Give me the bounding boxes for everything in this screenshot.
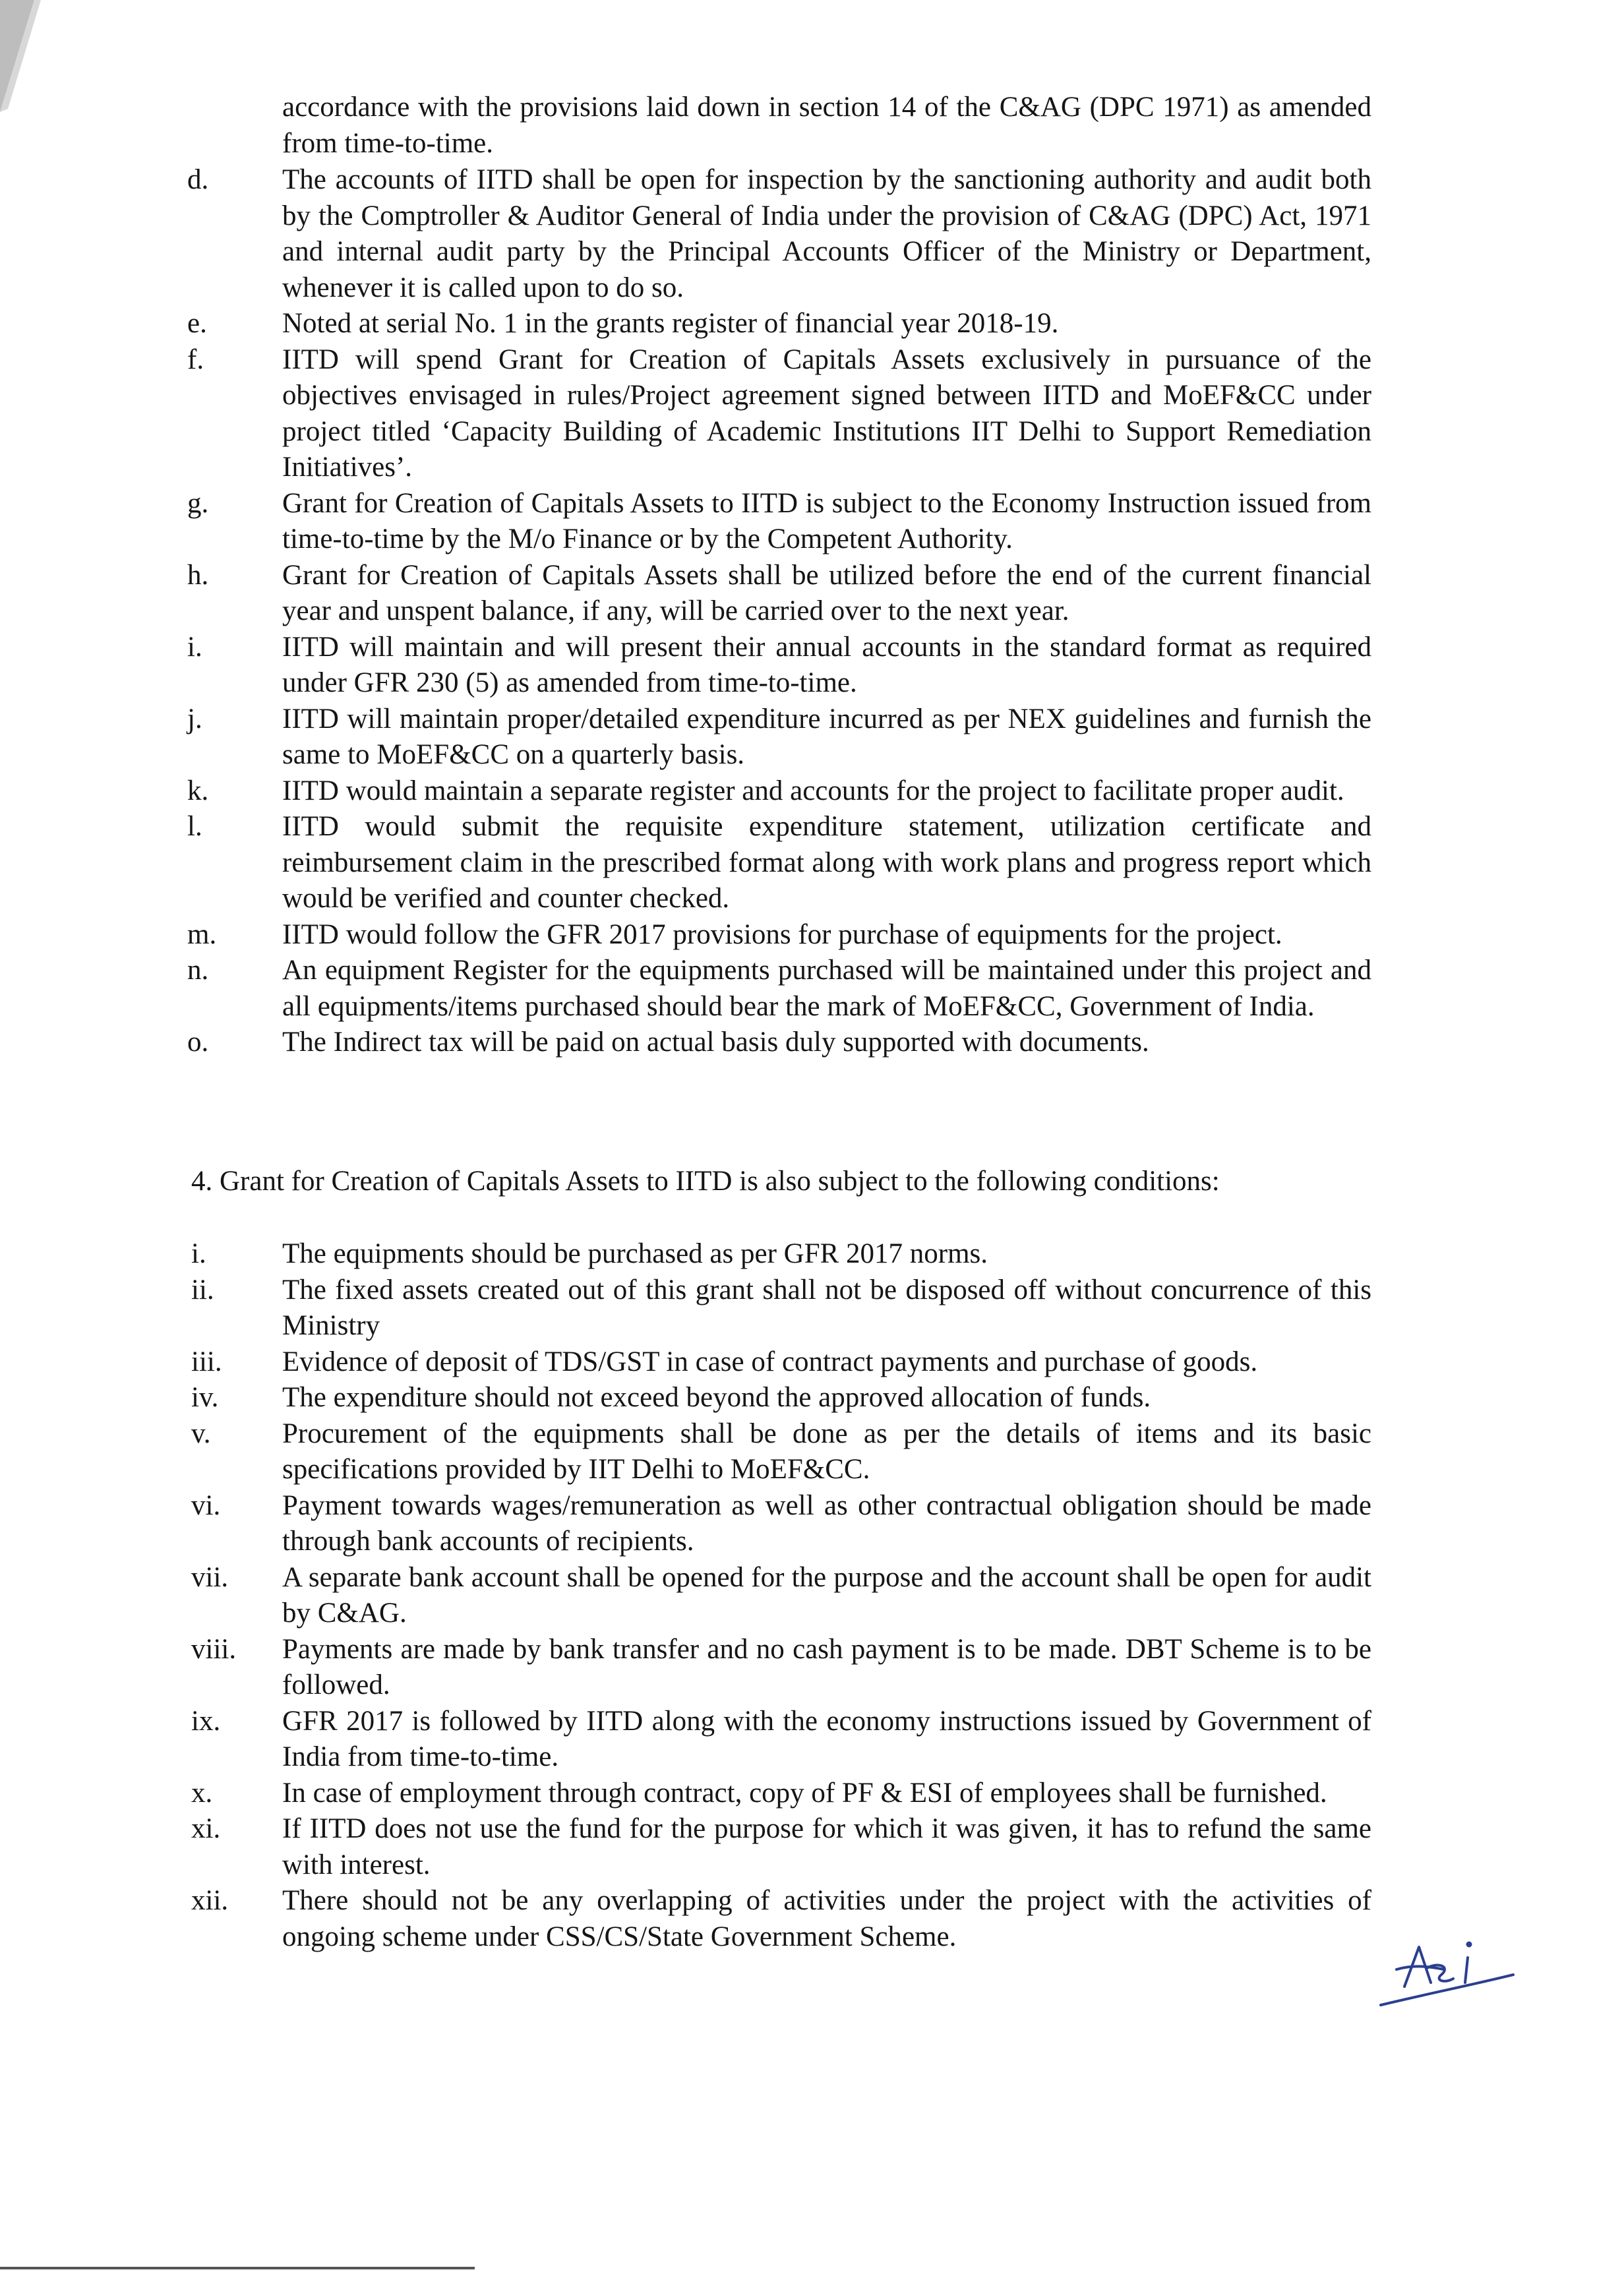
list-item-text: The expenditure should not exceed beyond the approved allocation of funds. bbox=[282, 1382, 1151, 1413]
list-item-text: The fixed assets created out of this grant shall not be disposed off without concurrence of this Ministry bbox=[282, 1274, 1371, 1341]
list-item-marker: f. bbox=[187, 344, 204, 375]
list-item-text: Grant for Creation of Capitals Assets to IITD is subject to the Economy Instruction issued from time-to-time by the M/o Finance or by the Competent Authority. bbox=[282, 487, 1371, 555]
list-item-text: Evidence of deposit of TDS/GST in case of contract payments and purchase of goods. bbox=[282, 1346, 1258, 1377]
list-item bbox=[0, 1811, 1624, 1883]
list-item-text: IITD would maintain a separate register and accounts for the project to facilitate proper audit. bbox=[282, 775, 1344, 806]
list-item bbox=[0, 702, 1624, 773]
list-item bbox=[0, 1236, 1624, 1273]
list-item-text: Payments are made by bank transfer and no cash payment is to be made. DBT Scheme is to be followed. bbox=[282, 1633, 1371, 1700]
list-item-text: The accounts of IITD shall be open for inspection by the sanctioning authority and audit both by the Comptroller & Auditor General of India under the provision of C&AG (DPC) Act, 1971 and internal audit party by the Principal Accounts Officer of the Ministry or Department, whenever it is called upon to do so. bbox=[282, 164, 1371, 303]
list-item-text: IITD would submit the requisite expenditure statement, utilization certificate and reimbursement claim in the prescribed format along with work plans and progress report which would be verified and counter checked. bbox=[282, 811, 1371, 914]
list-item-marker: xi. bbox=[191, 1813, 221, 1844]
list-item-marker: m. bbox=[187, 918, 217, 950]
continuation-paragraph bbox=[0, 90, 1624, 162]
list-item-text: Procurement of the equipments shall be done as per the details of items and its basic specifications provided by IIT Delhi to MoEF&CC. bbox=[282, 1418, 1371, 1485]
list-item-text: IITD will maintain proper/detailed expenditure incurred as per NEX guidelines and furnish the same to MoEF&CC on a quarterly basis. bbox=[282, 703, 1371, 770]
list-item bbox=[0, 1488, 1624, 1560]
list-item-marker: e. bbox=[187, 308, 207, 339]
list-item bbox=[0, 342, 1624, 486]
list-item-marker: g. bbox=[187, 487, 209, 519]
list-item bbox=[0, 1560, 1624, 1632]
list-item-marker: k. bbox=[187, 775, 209, 806]
list-item bbox=[0, 1273, 1624, 1344]
section-4-heading: 4. Grant for Creation of Capitals Assets to IITD is also subject to the following conditions: bbox=[191, 1166, 1220, 1197]
list-item bbox=[0, 1632, 1624, 1704]
list-item-marker: n. bbox=[187, 955, 209, 986]
list-item bbox=[0, 1704, 1624, 1776]
list-item bbox=[0, 1776, 1624, 1812]
list-item bbox=[0, 917, 1624, 953]
list-item-text: IITD will spend Grant for Creation of Capitals Assets exclusively in pursuance of the objectives envisaged in rules/Project agreement signed between IITD and MoEF&CC under project titled ‘Capacity Building of Academic Institutions IIT Delhi to Support Remediation Initiatives’. bbox=[282, 344, 1371, 483]
list-item-text: If IITD does not use the fund for the purpose for which it was given, it has to refund the same with interest. bbox=[282, 1813, 1371, 1880]
list-item-marker: i. bbox=[187, 631, 202, 663]
list-item-text: Grant for Creation of Capitals Assets shall be utilized before the end of the current financial year and unspent balance, if any, will be carried over to the next year. bbox=[282, 559, 1371, 626]
list-item-marker: l. bbox=[187, 811, 202, 842]
list-item-marker: xii. bbox=[191, 1885, 229, 1916]
list-item-marker: o. bbox=[187, 1027, 209, 1058]
list-item bbox=[0, 558, 1624, 630]
list-item-text: There should not be any overlapping of activities under the project with the activities of ongoing scheme under CSS/CS/State Government Scheme. bbox=[282, 1885, 1371, 1952]
list-item-text: Noted at serial No. 1 in the grants register of financial year 2018-19. bbox=[282, 308, 1059, 339]
list-item-marker: ii. bbox=[191, 1274, 214, 1305]
scan-bottom-edge bbox=[0, 2267, 475, 2269]
list-item-marker: h. bbox=[187, 559, 209, 591]
list-item bbox=[0, 773, 1624, 810]
handwritten-signature bbox=[1378, 1935, 1517, 2008]
list-item bbox=[0, 1380, 1624, 1416]
list-item-marker: j. bbox=[187, 703, 202, 734]
list-item-marker: i. bbox=[191, 1238, 206, 1269]
list-item bbox=[0, 953, 1624, 1025]
list-item-text: In case of employment through contract, copy of PF & ESI of employees shall be furnished. bbox=[282, 1777, 1327, 1809]
list-item-marker: ix. bbox=[191, 1705, 221, 1737]
list-item bbox=[0, 630, 1624, 702]
list-item-text: IITD will maintain and will present their annual accounts in the standard format as required under GFR 230 (5) as amended from time-to-time. bbox=[282, 631, 1371, 698]
list-item-marker: x. bbox=[191, 1777, 213, 1809]
list-item-marker: v. bbox=[191, 1418, 211, 1449]
list-item-text: A separate bank account shall be opened for the purpose and the account shall be open for audit by C&AG. bbox=[282, 1561, 1371, 1629]
conditions-list-4 bbox=[0, 1236, 1624, 1955]
list-item-text: The Indirect tax will be paid on actual basis duly supported with documents. bbox=[282, 1027, 1149, 1058]
list-item-marker: iv. bbox=[191, 1382, 219, 1413]
list-item-marker: d. bbox=[187, 164, 209, 195]
list-item bbox=[0, 306, 1624, 342]
list-item-text: IITD would follow the GFR 2017 provisions for purchase of equipments for the project. bbox=[282, 918, 1282, 950]
list-item bbox=[0, 486, 1624, 558]
list-item-marker: iii. bbox=[191, 1346, 222, 1377]
list-item-text: The equipments should be purchased as per GFR 2017 norms. bbox=[282, 1238, 988, 1269]
list-item bbox=[0, 1344, 1624, 1381]
list-item bbox=[0, 1416, 1624, 1488]
list-item-text: An equipment Register for the equipments purchased will be maintained under this project and all equipments/items purchased should bear the mark of MoEF&CC, Government of India. bbox=[282, 955, 1371, 1022]
list-item-text: GFR 2017 is followed by IITD along with the economy instructions issued by Government of India from time-to-time. bbox=[282, 1705, 1371, 1772]
continuation-text: accordance with the provisions laid down in section 14 of the C&AG (DPC 1971) as amended from time-to-time. bbox=[282, 92, 1371, 159]
conditions-list-c bbox=[0, 162, 1624, 1061]
list-item-marker: vii. bbox=[191, 1561, 229, 1593]
list-item bbox=[0, 1025, 1624, 1061]
list-item bbox=[0, 162, 1624, 306]
list-item-text: Payment towards wages/remuneration as well as other contractual obligation should be made through bank accounts of recipients. bbox=[282, 1489, 1371, 1557]
list-item-marker: vi. bbox=[191, 1489, 221, 1521]
list-item bbox=[0, 809, 1624, 917]
list-item-marker: viii. bbox=[191, 1633, 237, 1665]
